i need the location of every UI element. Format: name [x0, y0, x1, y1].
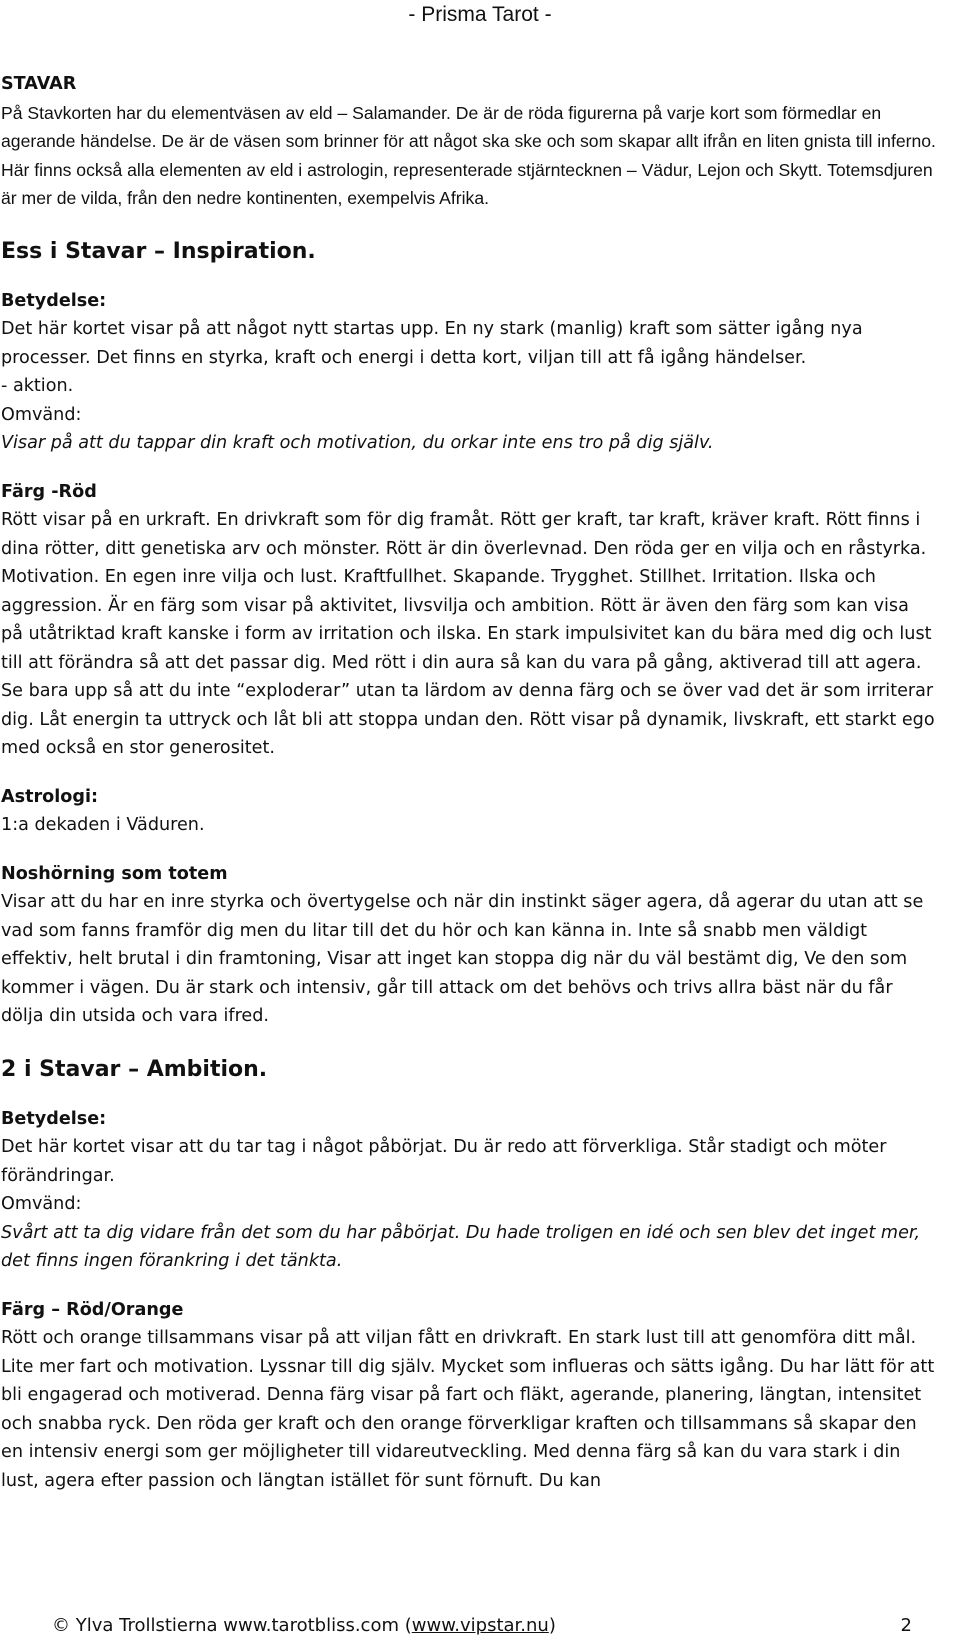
meaning-label: Betydelse: [1, 290, 107, 311]
astrology-label: Astrologi: [1, 786, 99, 807]
section-heading-stavar: STAVAR [1, 74, 77, 94]
meaning-extra: - aktion. [1, 376, 74, 396]
color-label: Färg -Röd [1, 481, 97, 502]
footer-link[interactable]: www.vipstar.nu [411, 1615, 549, 1636]
totem-label: Noshörning som totem [1, 863, 228, 884]
meaning-label: Betydelse: [1, 1108, 107, 1129]
footer-paren: ) [548, 1615, 556, 1636]
color-label: Färg – Röd/Orange [1, 1299, 184, 1320]
reversed-label: Omvänd: [1, 1194, 82, 1214]
page-footer [52, 1614, 912, 1638]
page-number: 2 [900, 1615, 912, 1636]
reversed-label: Omvänd: [1, 404, 82, 425]
meaning-text: Det här kortet visar på att något nytt startas upp. En ny stark (manlig) kraft som sätter igång nya processer. Det finns en styrka, kraft och energi i detta kort, viljan till att få igång händelser. [1, 319, 863, 368]
meaning-text: Det här kortet visar att du tar tag i något påbörjat. Du är redo att förverkliga. Står stadigt och möter förändringar. [1, 1137, 887, 1186]
reversed-text: Visar på att du tappar din kraft och motivation, du orkar inte ens tro på dig själv. [1, 433, 714, 453]
intro-paragraph: På Stavkorten har du elementväsen av eld – Salamander. De är de röda figurerna på varje kort som förmedlar en agerande händelse. De är de väsen som brinner för att något ska ske och som skapar allt ifrån en liten gnista till inferno. Här finns också alla elementen av eld i astrologin, representerade stjärntecknen – Vädur, Lejon och Skytt. Totemsdjuren är mer de vilda, från den nedre kontinenten, exempelvis Afrika. [1, 102, 936, 208]
card-title-ess: Ess i Stavar – Inspiration. [1, 238, 316, 264]
color-text: Rött visar på en urkraft. En drivkraft som för dig framåt. Rött ger kraft, tar kraft, kräver kraft. Rött finns i dina rötter, ditt genetiska arv och mönster. Rött är din överlevnad. Den röda ger en vilja och en råstyrka. Motivation. En egen inre vilja och lust. Kraftfullhet. Skapande. Trygghet. Stillhet. Irritation. Ilska och aggression. Är en färg som visar på aktivitet, livsvilja och ambition. Rött är även den färg som kan visa på utåtriktad kraft kanske i form av irritation och ilska. En stark impulsivitet kan du bära med dig och lust till att förändra så att det passar dig. Med rött i din aura så kan du vara på gång, aktiverad till att agera. Se bara upp så att du inte “exploderar” utan ta lärdom av denna färg och se över vad det är som irriterar dig. Låt energin ta uttryck och låt bli att stoppa undan den. Rött visar på dynamik, livskraft, ett starkt ego med också en stor generositet. [1, 510, 935, 758]
card-title-two: 2 i Stavar – Ambition. [1, 1056, 268, 1082]
reversed-text: Svårt att ta dig vidare från det som du har påbörjat. Du hade troligen en idé och sen blev det inget mer, det finns ingen förankring i det tänkta. [1, 1222, 921, 1271]
astrology-text: 1:a dekaden i Väduren. [1, 815, 205, 835]
color-text: Rött och orange tillsammans visar på att viljan fått en drivkraft. En stark lust till att genomföra ditt mål. Lite mer fart och motivation. Lyssnar till dig själv. Mycket som influeras och sätts igång. Du har lätt för att bli engagerad och motiverad. Denna färg visar på fart och fläkt, agerande, planering, längtan, intensitet och snabba ryck. Den röda ger kraft och den orange förverkligar kraften och tillsammans så skapar den en intensiv energi som ger möjligheter till vidareutveckling. Med denna färg så kan du vara stark i din lust, agera efter passion och längtan istället för sunt förnuft. Du kan [1, 1328, 935, 1491]
totem-text: Visar att du har en inre styrka och övertygelse och när din instinkt säger agera, då agerar du utan att se vad som fanns framför dig men du litar till det du hör och kan känna in. Inte så snabb men väldigt effektiv, helt brutal i din framtoning, Visar att inget kan stoppa dig när du väl bestämt dig, Ve den som kommer i vägen. Du är stark och intensiv, går till attack om det behövs och trivs allra bäst när du får dölja din utsida och vara ifred. [1, 892, 924, 1026]
document-body [1, 70, 936, 1495]
footer-copyright: © Ylva Trollstierna www.tarotbliss.com ( [52, 1615, 412, 1636]
page-header: - Prisma Tarot - [408, 3, 552, 26]
